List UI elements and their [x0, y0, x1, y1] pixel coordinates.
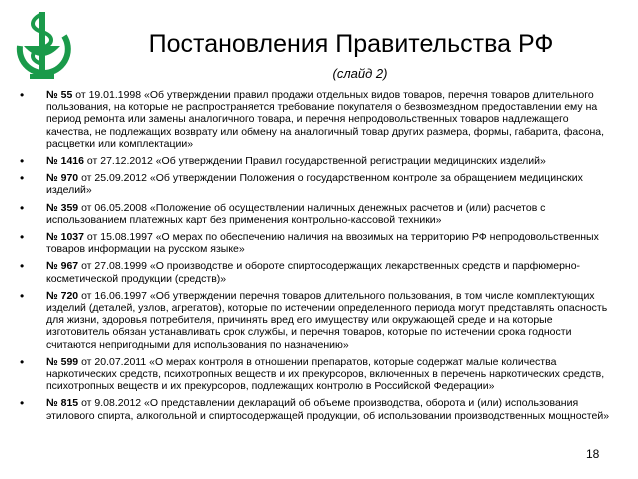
bullet-icon: • [20, 354, 25, 369]
decree-description: от 15.08.1997 «О мерах по обеспечению наличия на ввозимых на территорию РФ непродовольственных товаров информации на русском языке» [46, 231, 599, 256]
bullet-icon: • [20, 230, 25, 245]
list-item [20, 260, 614, 284]
medical-caduceus-logo-icon [6, 6, 78, 82]
bullet-icon: • [20, 88, 25, 102]
decree-number: № 599 [46, 355, 79, 368]
decree-number: № 815 [46, 397, 79, 410]
decree-description: от 9.08.2012 «О представлении деклараций об объеме производства, оборота и (или) использования этилового спирта, алкогольной и спиртосодержащей продукции, об использовании производственных мощностей» [46, 397, 610, 422]
decree-description: от 16.06.1997 «Об утверждении перечня товаров длительного пользования, в том числе комплектующих изделий (деталей, узлов, агрегатов), которые по истечении определенного периода могут представлять опасность для жизни, здоровья потребителя, причинять вред его имуществу или окружающей среде и на которые изготовитель обязан устанавливать срок службы, и перечня товаров, которые по истечении срока годности считаются непригодными для использования по назначению» [46, 289, 608, 351]
list-item [20, 89, 614, 150]
decree-description: от 20.07.2011 «О мерах контроля в отношении препаратов, которые содержат малые количества наркотических средств, психотропных веществ и их прекурсоров, включенных в перечень наркотических средств, психотропных веществ и их прекурсоров, подлежащих контролю в Российской Федерации» [46, 355, 605, 393]
decree-description: от 27.12.2012 «Об утверждении Правил государственной регистрации медицинских изделий» [83, 155, 546, 168]
list-item [20, 172, 614, 196]
decree-number: № 970 [46, 172, 79, 185]
bullet-icon: • [20, 396, 25, 411]
list-item [20, 397, 614, 421]
list-item [20, 356, 614, 393]
bullet-icon: • [20, 288, 25, 303]
bullet-icon: • [20, 171, 25, 186]
decree-list [20, 89, 614, 427]
page-title: Постановления Правительства РФ [148, 30, 554, 58]
list-item [20, 155, 614, 167]
decree-number: № 967 [46, 260, 79, 273]
decree-number: № 1037 [46, 231, 84, 244]
page-number: 18 [586, 447, 600, 461]
decree-description: от 06.05.2008 «Положение об осуществлении наличных денежных расчетов и (или) расчетов с использованием платежных карт без применения контрольно-кассовой техники» [46, 201, 546, 226]
decree-number: № 359 [46, 201, 79, 214]
bullet-icon: • [20, 259, 25, 274]
list-item [20, 290, 614, 351]
list-item [20, 231, 614, 255]
list-item [20, 202, 614, 226]
decree-description: от 27.08.1999 «О производстве и обороте спиртосодержащих лекарственных средств и парфюмерно-косметической продукции (средств)» [46, 260, 581, 285]
bullet-icon: • [20, 200, 25, 215]
decree-number: № 1416 [46, 155, 84, 168]
decree-number: № 720 [46, 289, 79, 302]
bullet-icon: • [20, 154, 25, 169]
decree-description: от 19.01.1998 «Об утверждении правил продажи отдельных видов товаров, перечня товаров длительного пользования, на которые не распространяется требование покупателя о безвозмездном предоставлении ему на период ремонта или замены аналогичного товара, и перечня непродовольственных товаров надлежащего качества, не подлежащих возврату или обмену на аналогичный товар других размера, формы, габарита, фасона, расцветки или комплектации» [46, 89, 605, 150]
decree-description: от 25.09.2012 «Об утверждении Положения о государственном контроле за обращением медицинских изделий» [46, 172, 583, 197]
page-subtitle: (слайд 2) [332, 66, 388, 81]
decree-number: № 55 [46, 89, 73, 101]
